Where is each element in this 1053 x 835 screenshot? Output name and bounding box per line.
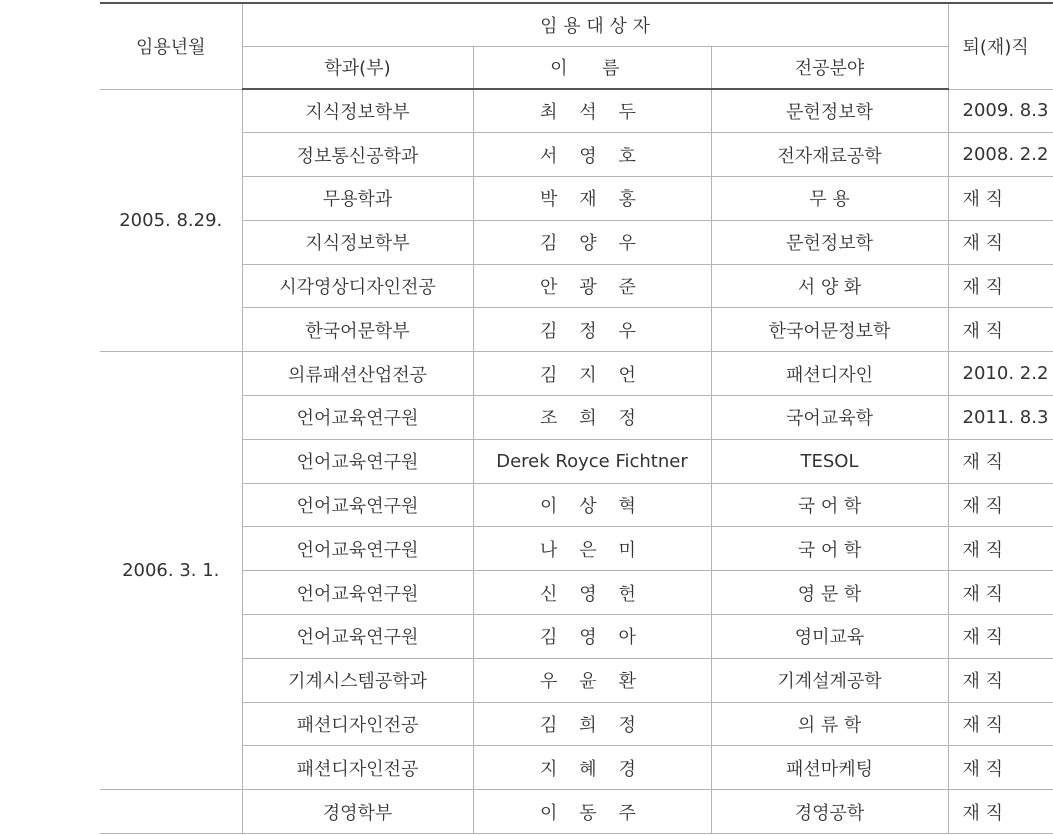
table-row	[100, 615, 1053, 659]
name-cell: 안 광 준	[473, 264, 711, 308]
appointment-date: 2005. 8.29.	[100, 89, 242, 352]
status-cell: 재 직	[948, 177, 1053, 221]
name-cell: 김 양 우	[473, 220, 711, 264]
table-body	[100, 89, 1053, 834]
department-cell: 언어교육연구원	[242, 615, 473, 659]
table-row	[100, 571, 1053, 615]
status-cell: 재 직	[948, 571, 1053, 615]
name-cell: 조 희 정	[473, 396, 711, 440]
department-cell: 정보통신공학과	[242, 133, 473, 177]
status-cell: 재 직	[948, 615, 1053, 659]
header-status: 퇴(재)직	[948, 3, 1053, 89]
header-year-month: 임용년월	[100, 3, 242, 89]
table-row	[100, 177, 1053, 221]
name-cell: 지 혜 경	[473, 746, 711, 790]
table-row	[100, 658, 1053, 702]
status-cell: 재 직	[948, 483, 1053, 527]
appointment-date	[100, 790, 242, 834]
name-cell: 이 상 혁	[473, 483, 711, 527]
department-cell: 언어교육연구원	[242, 527, 473, 571]
table-row	[100, 790, 1053, 834]
table-row	[100, 483, 1053, 527]
major-cell: TESOL	[711, 439, 948, 483]
department-cell: 패션디자인전공	[242, 746, 473, 790]
status-cell: 2009. 8.3	[948, 89, 1053, 133]
status-cell: 재 직	[948, 790, 1053, 834]
department-cell: 언어교육연구원	[242, 483, 473, 527]
name-cell: 최 석 두	[473, 89, 711, 133]
department-cell: 패션디자인전공	[242, 702, 473, 746]
major-cell: 국어교육학	[711, 396, 948, 440]
department-cell: 경영학부	[242, 790, 473, 834]
name-cell: 김 정 우	[473, 308, 711, 352]
table-row	[100, 439, 1053, 483]
name-cell: Derek Royce Fichtner	[473, 439, 711, 483]
status-cell: 2010. 2.2	[948, 352, 1053, 396]
header-name: 이 름	[473, 46, 711, 89]
department-cell: 무용학과	[242, 177, 473, 221]
subheader-row	[100, 46, 1053, 89]
major-cell: 영 문 학	[711, 571, 948, 615]
major-cell: 서 양 화	[711, 264, 948, 308]
department-cell: 지식정보학부	[242, 220, 473, 264]
status-cell: 재 직	[948, 220, 1053, 264]
major-cell: 패션디자인	[711, 352, 948, 396]
status-cell: 재 직	[948, 658, 1053, 702]
name-cell: 박 재 홍	[473, 177, 711, 221]
department-cell: 의류패션산업전공	[242, 352, 473, 396]
major-cell: 국 어 학	[711, 483, 948, 527]
header-department: 학과(부)	[242, 46, 473, 89]
table-row	[100, 746, 1053, 790]
department-cell: 지식정보학부	[242, 89, 473, 133]
major-cell: 기계설계공학	[711, 658, 948, 702]
name-cell: 신 영 헌	[473, 571, 711, 615]
table-row	[100, 220, 1053, 264]
name-cell: 김 지 언	[473, 352, 711, 396]
table-row	[100, 352, 1053, 396]
table-row	[100, 396, 1053, 440]
major-cell: 전자재료공학	[711, 133, 948, 177]
name-cell: 서 영 호	[473, 133, 711, 177]
table-row	[100, 89, 1053, 133]
department-cell: 한국어문학부	[242, 308, 473, 352]
status-cell: 2008. 2.2	[948, 133, 1053, 177]
major-cell: 무 용	[711, 177, 948, 221]
major-cell: 문헌정보학	[711, 220, 948, 264]
name-cell: 김 희 정	[473, 702, 711, 746]
department-cell: 언어교육연구원	[242, 396, 473, 440]
appointment-table	[100, 2, 1053, 834]
name-cell: 우 윤 환	[473, 658, 711, 702]
status-cell: 재 직	[948, 702, 1053, 746]
status-cell: 재 직	[948, 308, 1053, 352]
table-row	[100, 527, 1053, 571]
major-cell: 국 어 학	[711, 527, 948, 571]
department-cell: 기계시스템공학과	[242, 658, 473, 702]
status-cell: 재 직	[948, 439, 1053, 483]
status-cell: 재 직	[948, 746, 1053, 790]
header-target-group: 임 용 대 상 자	[242, 3, 948, 46]
table-row	[100, 702, 1053, 746]
name-cell: 이 동 주	[473, 790, 711, 834]
status-cell: 재 직	[948, 264, 1053, 308]
major-cell: 문헌정보학	[711, 89, 948, 133]
department-cell: 언어교육연구원	[242, 439, 473, 483]
major-cell: 경영공학	[711, 790, 948, 834]
table-row	[100, 133, 1053, 177]
header-major: 전공분야	[711, 46, 948, 89]
major-cell: 한국어문정보학	[711, 308, 948, 352]
status-cell: 재 직	[948, 527, 1053, 571]
department-cell: 언어교육연구원	[242, 571, 473, 615]
major-cell: 의 류 학	[711, 702, 948, 746]
major-cell: 패션마케팅	[711, 746, 948, 790]
table-row	[100, 264, 1053, 308]
name-cell: 김 영 아	[473, 615, 711, 659]
major-cell: 영미교육	[711, 615, 948, 659]
header-row	[100, 3, 1053, 46]
table-row	[100, 308, 1053, 352]
name-cell: 나 은 미	[473, 527, 711, 571]
department-cell: 시각영상디자인전공	[242, 264, 473, 308]
appointment-date: 2006. 3. 1.	[100, 352, 242, 790]
status-cell: 2011. 8.3	[948, 396, 1053, 440]
